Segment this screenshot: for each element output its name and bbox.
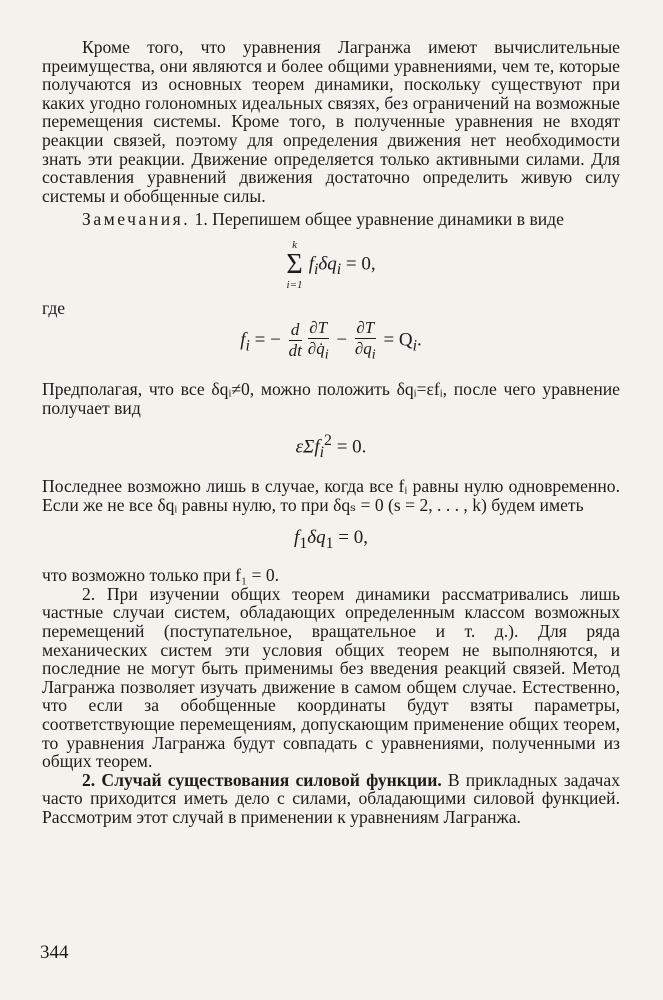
equation-fi-definition: $f_i$ = − $\frac{d}{dt}$ $\frac{\partial T}{\partial q̇_i}$ − $\frac{\partial T}{\partial q_i}$ = $Q_i$. <box>240 317 422 362</box>
remark-label: Замечания. <box>82 209 191 230</box>
page-content <box>42 38 620 827</box>
where-label: где <box>42 297 66 318</box>
remark-1 <box>42 210 620 229</box>
section-2 <box>42 771 620 827</box>
page-number: 344 <box>40 942 69 963</box>
equation-sum-squares: εΣf$_i^2$ = 0. <box>295 432 367 462</box>
section-title: 2. Случай существования силовой функции. <box>82 769 442 790</box>
paragraph-only: что возможно только при f₁ = 0. <box>42 565 280 586</box>
sum-symbol: k Σ i=1 <box>286 238 303 291</box>
section-text: В прикладных задачах часто приходится иметь дело с силами, обладающими силовой функцией. Рассмотрим этот случай в применении к уравнениям Лагранжа. <box>42 769 620 827</box>
paragraph-last: Последнее возможно лишь в случае, когда все fᵢ равны нулю одновременно. Если же не все δqᵢ равны нулю, то при δqₛ = 0 (s = 2, . . . , k) будем иметь <box>42 476 620 515</box>
paragraph-remark-2: 2. При изучении общих теорем динамики рассматривались лишь частные случаи систем, обладающих определенным классом возможных перемещений (поступательное, вращательное и т. д.). Для ряда механических систем эти условия общих теорем не выполняются, и последние не могут быть применимы без введения реакций связей. Метод Лагранжа позволяет изучать движение в самом общем случае. Естественно, что если за обобщенные координаты будут взяты параметры, соответствующие перемещениям, допускающим применение общих теорем, то уравнения Лагранжа будут совпадать с уравнениями, полученными из общих теорем. <box>42 583 620 772</box>
paragraph-assumption: Предполагая, что все δqᵢ≠0, можно положить δqᵢ=εfᵢ, после чего уравнение получает вид <box>42 378 620 418</box>
equation-general-dynamics: k Σ i=1 $f_i\delta q_i = 0$, <box>286 238 376 291</box>
equation-f1: $f_1\delta q_1 = 0$, <box>294 527 368 553</box>
remark-1-text: 1. Перепишем общее уравнение динамики в виде <box>194 209 564 230</box>
paragraph-intro: Кроме того, что уравнения Лагранжа имеют вычислительные преимущества, они являются и более общими уравнениями, чем те, которые получаются из основных теорем динамики, поскольку существуют при каких угодно голономных идеальных связях, без ограничений на возможные перемещения системы. Кроме того, в полученные уравнения не входят реакции связей, поэтому для определения движения нет необходимости знать эти реакции. Движение определяется только активными силами. Для составления уравнений движения достаточно определить живую силу системы и обобщенные силы. <box>42 37 620 206</box>
